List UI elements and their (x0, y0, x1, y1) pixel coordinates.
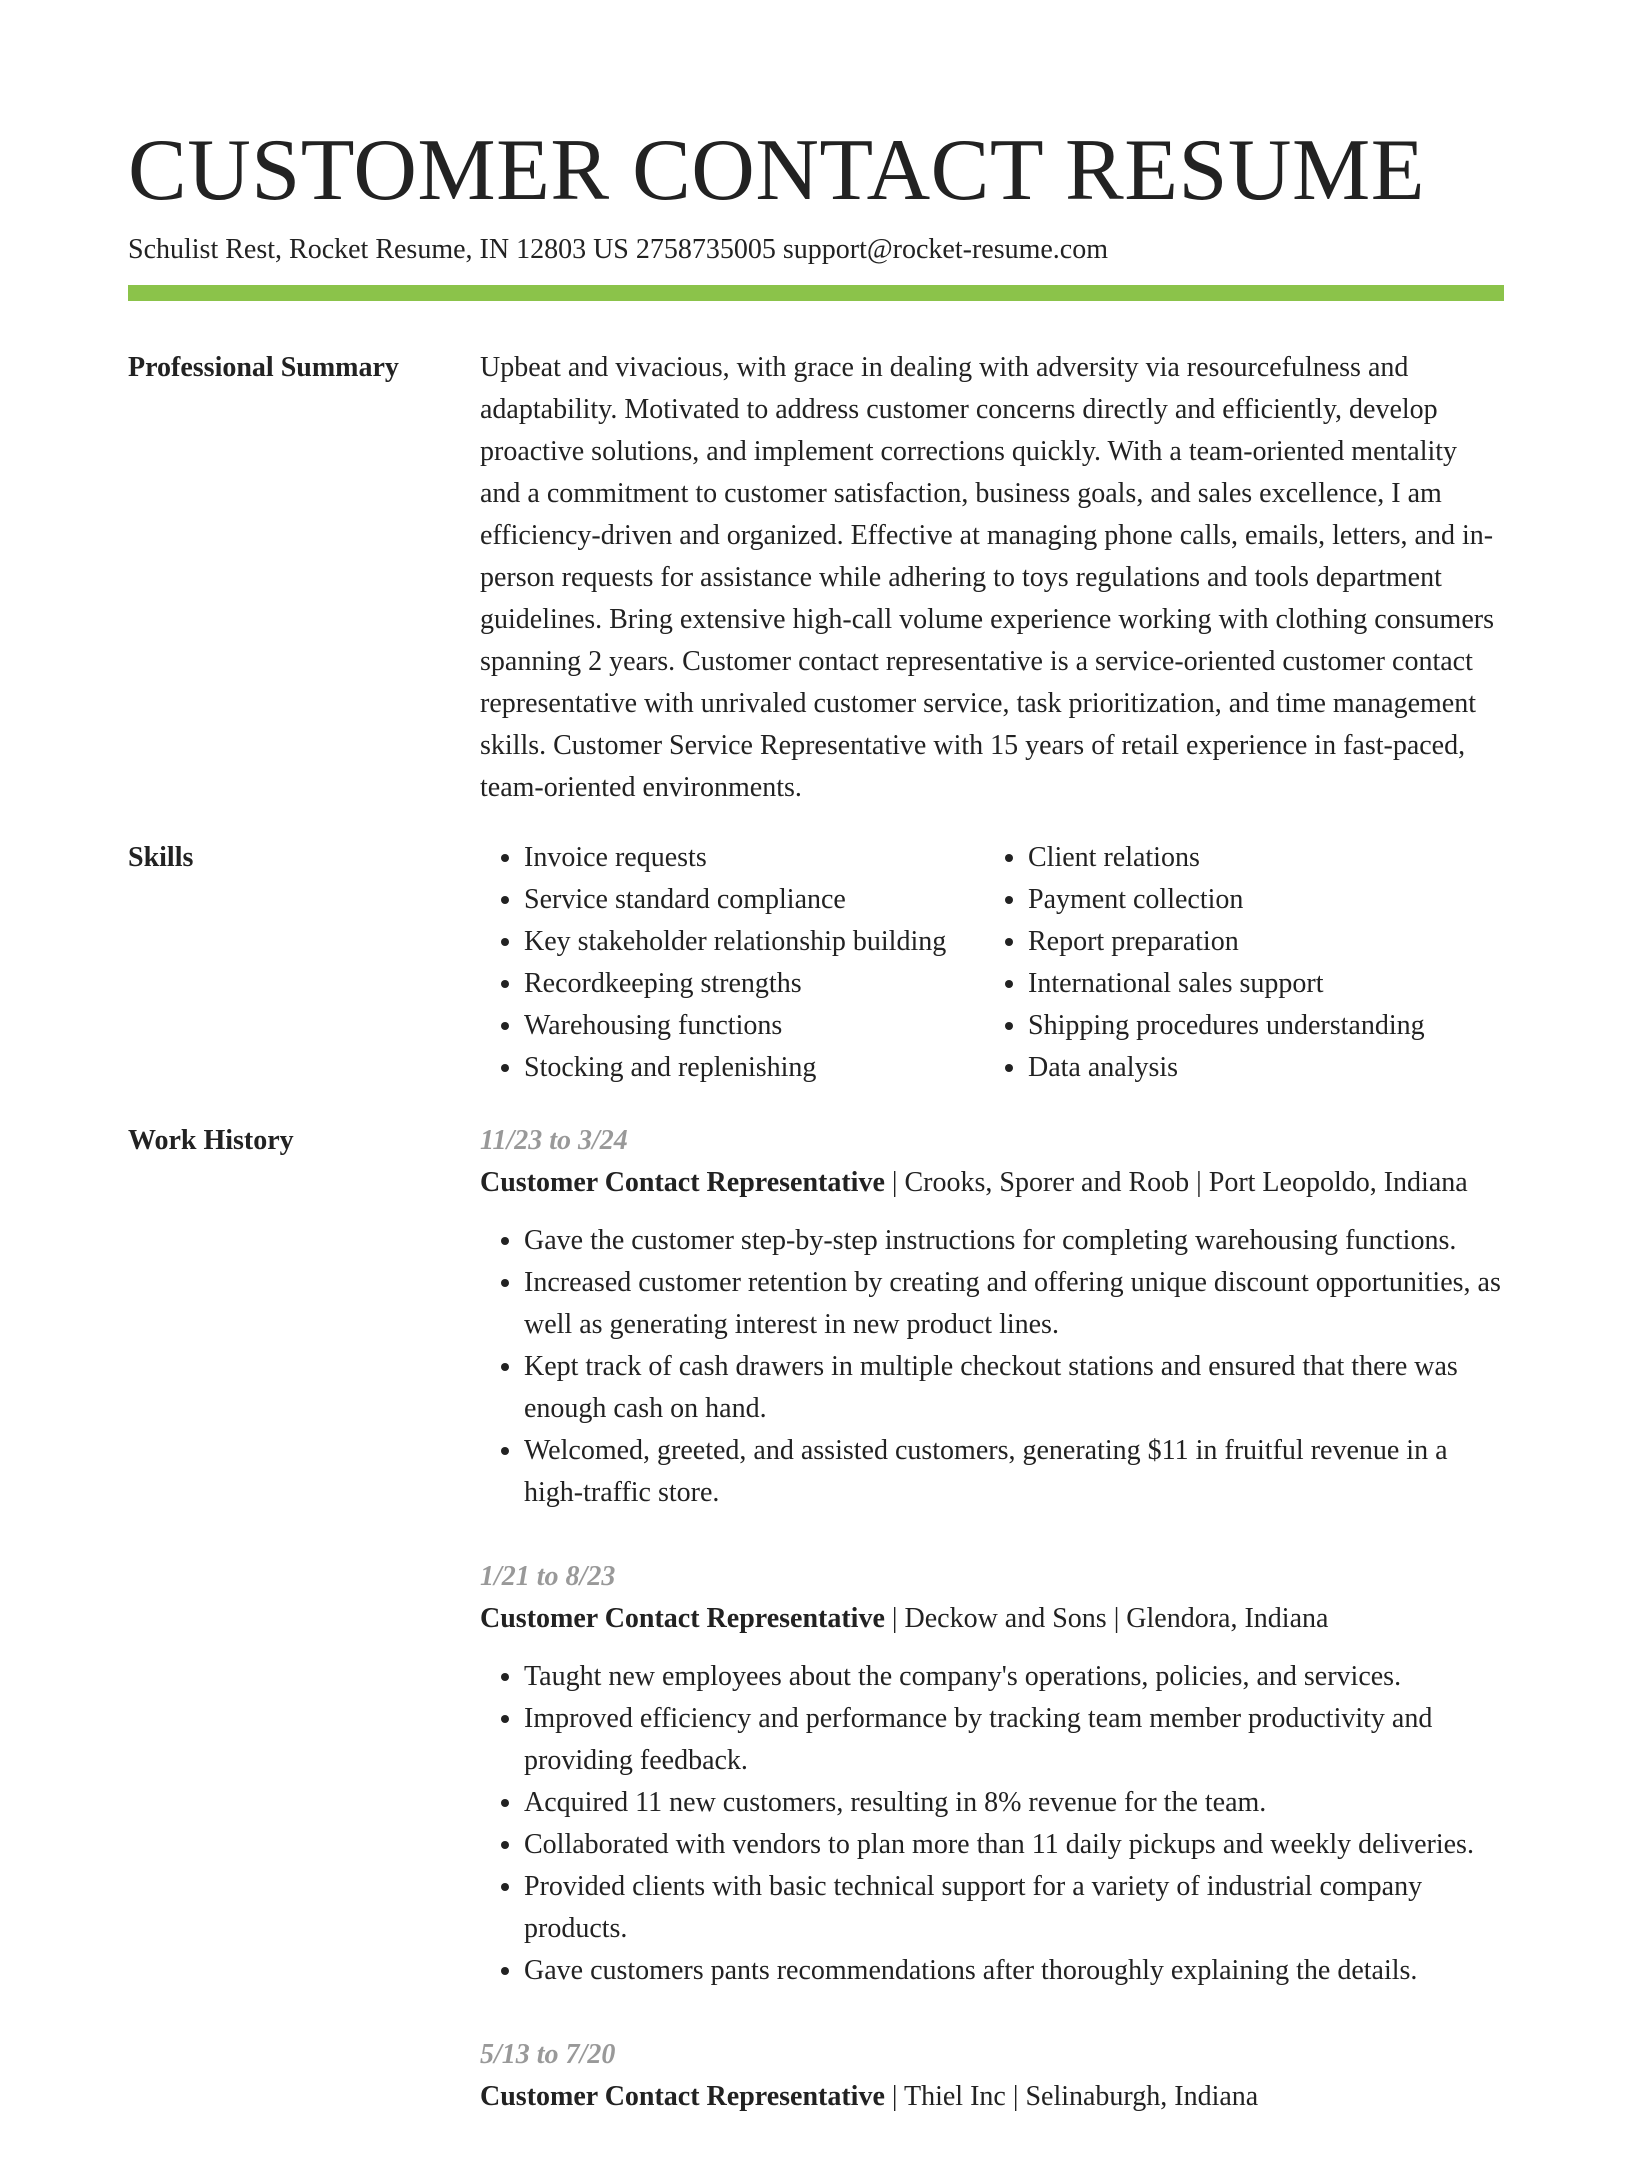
job-bullet: • Taught new employees about the company's operations, policies, and services. (524, 1656, 1504, 1698)
summary-body (480, 347, 1504, 809)
job-heading (480, 1598, 1504, 1640)
skill-item: • Report preparation (1028, 921, 1488, 963)
job-bullet: • Increased customer retention by creating and offering unique discount opportunities, as well as generating interest in new product lines. (524, 1262, 1504, 1346)
summary-section (128, 347, 1504, 807)
summary-heading: Professional Summary (128, 352, 399, 383)
job-dates: 1/21 to 8/23 (480, 1561, 616, 1592)
job-title: Customer Contact Representative (480, 1167, 885, 1198)
skill-item: • International sales support (1028, 963, 1488, 1005)
job-bullet: • Gave customers pants recommendations after thoroughly explaining the details. (524, 1950, 1504, 1992)
contact-line: Schulist Rest, Rocket Resume, IN 12803 US 2758735005 support@rocket-resume.com (128, 234, 1108, 265)
skill-item: • Key stakeholder relationship building (524, 921, 984, 963)
header-divider (128, 285, 1504, 301)
job-bullet: • Welcomed, greeted, and assisted customers, generating $11 in fruitful revenue in a high-traffic store. (524, 1430, 1504, 1514)
skills-body (480, 837, 1504, 1089)
summary-text: Upbeat and vivacious, with grace in dealing with adversity via resourcefulness and adaptability. Motivated to address customer concerns directly and efficiently, develop proactive solutions, and implement corrections quickly. With a team-oriented mentality and a commitment to customer satisfaction, business goals, and sales excellence, I am efficiency-driven and organized. Effective at managing phone calls, emails, letters, and in-person requests for assistance while adhering to toys regulations and tools department guidelines. Bring extensive high-call volume experience working with clothing consumers spanning 2 years. Customer contact representative is a service-oriented customer contact representative with unrivaled customer service, task prioritization, and time management skills. Customer Service Representative with 15 years of retail experience in fast-paced, team-oriented environments. (480, 352, 1494, 803)
job-bullet: • Kept track of cash drawers in multiple checkout stations and ensured that there was enough cash on hand. (524, 1346, 1504, 1430)
job-bullet: • Collaborated with vendors to plan more than 11 daily pickups and weekly deliveries. (524, 1824, 1504, 1866)
job-bullet: • Improved efficiency and performance by tracking team member productivity and providing feedback. (524, 1698, 1504, 1782)
skill-item: • Warehousing functions (524, 1005, 984, 1047)
job-dates: 11/23 to 3/24 (480, 1125, 628, 1156)
skills-heading: Skills (128, 842, 194, 873)
job-details: | Crooks, Sporer and Roob | Port Leopoldo, Indiana (884, 1167, 1468, 1198)
resume-title: CUSTOMER CONTACT RESUME (128, 122, 1425, 219)
job-title: Customer Contact Representative (480, 1603, 885, 1634)
job-heading (480, 1162, 1504, 1204)
job-dates: 5/13 to 7/20 (480, 2039, 616, 2070)
work-heading: Work History (128, 1125, 294, 1156)
job-bullets (480, 1656, 1504, 1992)
skill-item: • Data analysis (1028, 1047, 1488, 1089)
job-details: | Thiel Inc | Selinaburgh, Indiana (884, 2081, 1259, 2112)
job-bullet: • Provided clients with basic technical support for a variety of industrial company products. (524, 1866, 1504, 1950)
job-entry (480, 2034, 1504, 2118)
job-bullets (480, 1220, 1504, 1514)
job-title: Customer Contact Representative (480, 2081, 885, 2112)
skill-item: • Payment collection (1028, 879, 1488, 921)
job-entry (480, 1120, 1504, 1514)
skill-item: • Service standard compliance (524, 879, 984, 921)
job-bullet: • Gave the customer step-by-step instructions for completing warehousing functions. (524, 1220, 1504, 1262)
work-body (480, 1120, 1504, 2160)
skill-item: • Stocking and replenishing (524, 1047, 984, 1089)
skill-item: • Recordkeeping strengths (524, 963, 984, 1005)
skills-list-left (480, 837, 984, 1089)
skills-section (128, 837, 1504, 1097)
skill-item: • Client relations (1028, 837, 1488, 879)
skills-list-right (984, 837, 1488, 1089)
skill-item: • Shipping procedures understanding (1028, 1005, 1488, 1047)
job-bullet: • Acquired 11 new customers, resulting in 8% revenue for the team. (524, 1782, 1504, 1824)
job-entry (480, 1556, 1504, 1992)
job-details: | Deckow and Sons | Glendora, Indiana (884, 1603, 1329, 1634)
work-section (128, 1120, 1504, 2110)
skill-item: • Invoice requests (524, 837, 984, 879)
